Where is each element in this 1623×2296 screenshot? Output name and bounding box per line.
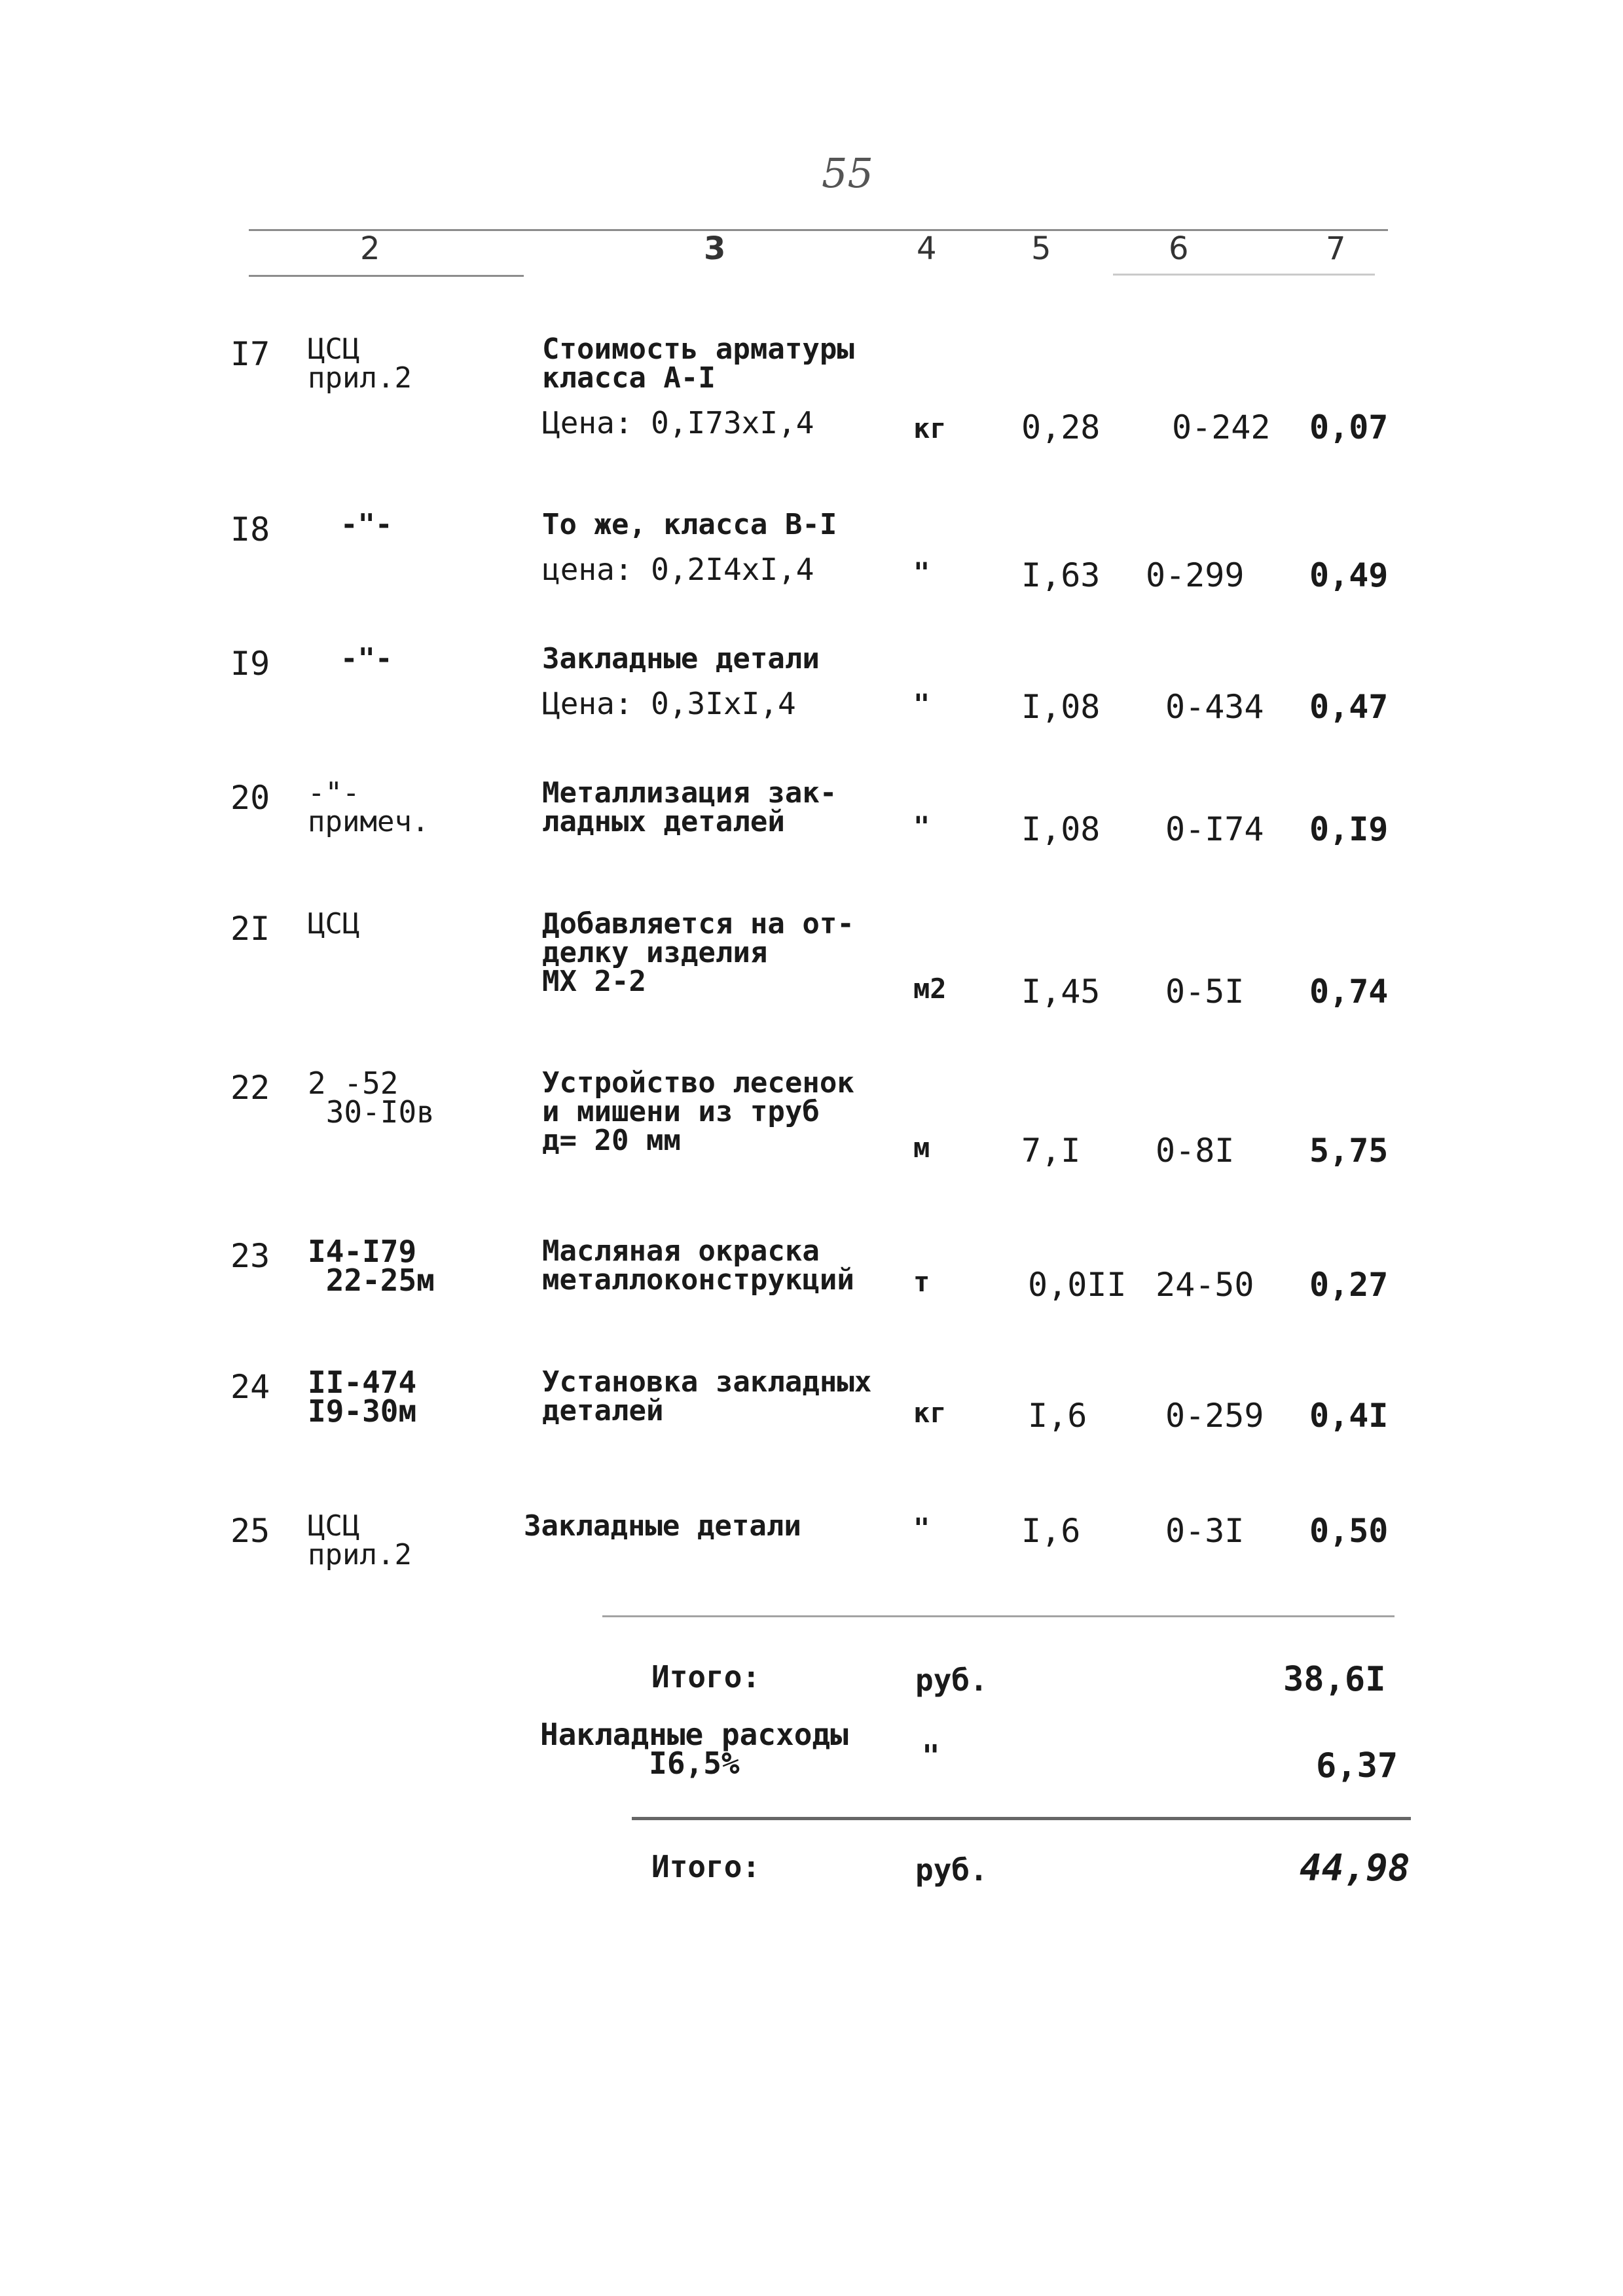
- row-rate: 0-242: [1172, 408, 1271, 446]
- column-header-7: 7: [1326, 230, 1346, 267]
- overhead-unit: ": [922, 1738, 940, 1774]
- row-description: [542, 907, 854, 998]
- row-reference: ЦСЦ прил.2: [308, 1509, 412, 1571]
- row-rate: 0-434: [1165, 688, 1264, 726]
- row-rate: 0-I74: [1165, 810, 1264, 848]
- row-rate: 0-259: [1165, 1397, 1264, 1435]
- row-total: 0,49: [1309, 556, 1389, 594]
- row-unit: кг: [913, 1397, 947, 1429]
- total-rule: [632, 1817, 1411, 1820]
- row-unit: ": [913, 688, 930, 720]
- row-description: [542, 508, 837, 587]
- row-total: 0,50: [1309, 1512, 1389, 1550]
- row-number: 25: [230, 1512, 270, 1550]
- price-formula: Цена: 0,I73xI,4: [542, 405, 814, 440]
- column-header-2: 2: [360, 230, 380, 267]
- row-total: 0,47: [1309, 688, 1389, 726]
- total-value: 44,98: [1300, 1847, 1410, 1890]
- row-quantity: I,08: [1021, 810, 1101, 848]
- row-number: I7: [230, 335, 270, 373]
- column-header-5: 5: [1031, 230, 1051, 267]
- header-rule-top: [249, 229, 1388, 231]
- description-text: Стоимость арматуры класса А-I: [542, 332, 854, 395]
- column-header-4: 4: [917, 230, 937, 267]
- row-quantity: 7,I: [1021, 1132, 1081, 1170]
- row-total: 5,75: [1309, 1132, 1389, 1170]
- row-reference: -"-: [340, 508, 393, 541]
- row-description: [542, 1234, 854, 1297]
- row-quantity: I,6: [1021, 1512, 1081, 1550]
- row-number: I9: [230, 645, 270, 683]
- description-text: Закладные детали: [542, 642, 820, 675]
- page-number: 55: [822, 149, 873, 197]
- row-description: [542, 1365, 872, 1427]
- description-text: Масляная окраска металлоконструкций: [542, 1234, 854, 1297]
- description-text: Установка закладных деталей: [542, 1365, 872, 1427]
- overhead-label: Накладные расходы I6,5%: [540, 1717, 848, 1781]
- header-rule-bottom: [249, 275, 524, 277]
- row-reference: 2 -52 30-I0в: [308, 1066, 435, 1130]
- subtotal-unit: руб.: [915, 1662, 988, 1698]
- row-unit: ": [913, 556, 930, 588]
- row-quantity: I,63: [1021, 556, 1101, 594]
- row-reference: I4-I79 22-25м: [308, 1234, 435, 1298]
- description-text: Закладные детали: [524, 1509, 801, 1543]
- row-number: 22: [230, 1069, 270, 1107]
- row-rate: 0-3I: [1165, 1512, 1245, 1550]
- row-quantity: I,08: [1021, 688, 1101, 726]
- row-rate: 0-8I: [1156, 1132, 1235, 1170]
- row-total: 0,4I: [1309, 1397, 1389, 1435]
- row-rate: 24-50: [1156, 1266, 1254, 1304]
- row-unit: ": [913, 1512, 930, 1544]
- row-description: [524, 1509, 801, 1543]
- row-number: I8: [230, 511, 270, 548]
- row-reference: -"-: [340, 642, 393, 675]
- row-description: [542, 332, 854, 440]
- price-formula: цена: 0,2I4xI,4: [542, 552, 814, 587]
- row-quantity: I,6: [1028, 1397, 1087, 1435]
- description-text: Металлизация зак- ладных деталей: [542, 776, 837, 838]
- row-total: 0,I9: [1309, 810, 1389, 848]
- row-quantity: I,45: [1021, 973, 1101, 1011]
- row-reference: II-474 I9-30м: [308, 1365, 417, 1429]
- total-unit: руб.: [915, 1852, 988, 1888]
- row-total: 0,74: [1309, 973, 1389, 1011]
- row-total: 0,07: [1309, 408, 1389, 446]
- overhead-value: 6,37: [1316, 1746, 1398, 1785]
- total-label: Итого:: [651, 1849, 761, 1884]
- row-reference: ЦСЦ: [308, 907, 360, 941]
- row-unit: ": [913, 810, 930, 842]
- header-rule-bottom-right: [1113, 274, 1375, 276]
- description-text: То же, класса В-I: [542, 508, 837, 541]
- row-description: [542, 1066, 854, 1157]
- description-text: Добавляется на от- делку изделия МХ 2-2: [542, 907, 854, 998]
- description-text: Устройство лесенок и мишени из труб д= 20 мм: [542, 1066, 854, 1157]
- price-formula: Цена: 0,3IxI,4: [542, 686, 796, 721]
- row-reference: ЦСЦ прил.2: [308, 332, 412, 395]
- row-number: 24: [230, 1368, 270, 1406]
- row-rate: 0-5I: [1165, 973, 1245, 1011]
- row-unit: т: [913, 1266, 930, 1298]
- row-number: 20: [230, 779, 270, 817]
- row-rate: 0-299: [1146, 556, 1245, 594]
- subtotal-rule: [602, 1615, 1395, 1617]
- column-header-3: 3: [704, 230, 726, 267]
- row-description: [542, 776, 837, 838]
- row-reference: -"- примеч.: [308, 776, 429, 838]
- row-number: 2I: [230, 910, 270, 948]
- row-unit: м2: [913, 973, 947, 1005]
- row-total: 0,27: [1309, 1266, 1389, 1304]
- subtotal-label: Итого:: [651, 1659, 761, 1695]
- row-quantity: 0,28: [1021, 408, 1101, 446]
- row-description: [542, 642, 820, 721]
- row-number: 23: [230, 1237, 270, 1275]
- subtotal-value: 38,6I: [1283, 1660, 1386, 1699]
- row-unit: кг: [913, 412, 947, 444]
- row-quantity: 0,0II: [1028, 1266, 1127, 1304]
- row-unit: м: [913, 1132, 930, 1164]
- column-header-6: 6: [1169, 230, 1189, 267]
